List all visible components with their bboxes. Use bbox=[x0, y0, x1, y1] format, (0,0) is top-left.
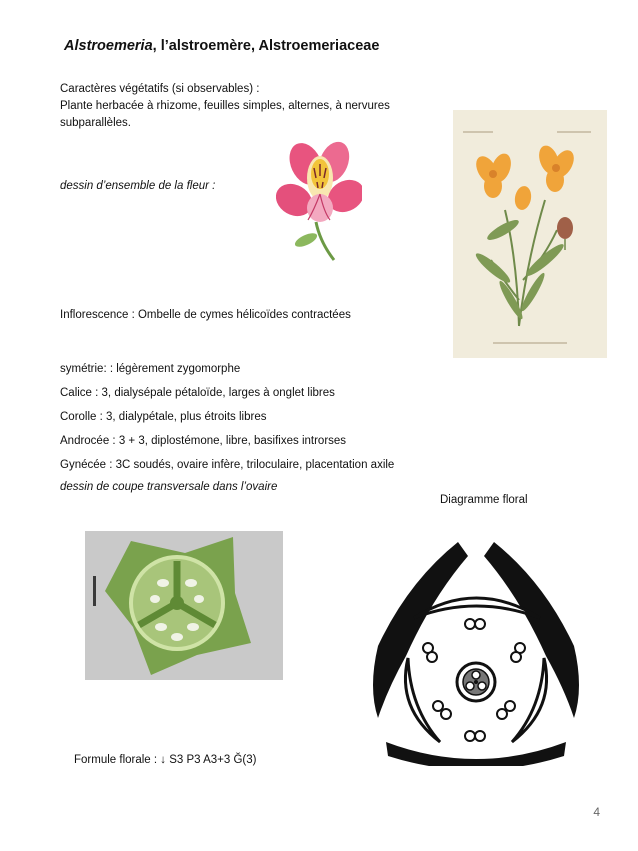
botanical-plate bbox=[453, 110, 607, 358]
floral-diagram bbox=[368, 538, 584, 766]
trait-androecium: Androcée : 3 + 3, diplostémone, libre, basifixes introrses bbox=[60, 435, 347, 447]
vegetative-heading: Caractères végétatifs (si observables) : bbox=[60, 83, 260, 95]
vegetative-line-1: Plante herbacée à rhizome, feuilles simples, alternes, à nervures bbox=[60, 100, 390, 112]
trait-corolla: Corolle : 3, dialypétale, plus étroits libres bbox=[60, 411, 267, 423]
vegetative-line-2: subparallèles. bbox=[60, 117, 131, 129]
page-title: Alstroemeria, l’alstroemère, Alstroemeriaceae bbox=[64, 38, 380, 54]
page-number: 4 bbox=[593, 805, 600, 819]
ovary-cross-section-photo bbox=[85, 531, 283, 680]
trait-gynoecium: Gynécée : 3C soudés, ovaire infère, triloculaire, placentation axile bbox=[60, 459, 395, 471]
trait-calyx: Calice : 3, dialysépale pétaloïde, larges à onglet libres bbox=[60, 387, 335, 399]
flower-drawing-label: dessin d’ensemble de la fleur : bbox=[60, 180, 216, 192]
section-drawing-label: dessin de coupe transversale dans l’ovaire bbox=[60, 481, 278, 493]
inflorescence: Inflorescence : Ombelle de cymes hélicoïdes contractées bbox=[60, 309, 351, 321]
trait-symmetry: symétrie: : légèrement zygomorphe bbox=[60, 363, 241, 375]
diagram-label: Diagramme floral bbox=[440, 494, 528, 506]
flower-photo bbox=[276, 138, 362, 264]
floral-formula: Formule florale : ↓ S3 P3 A3+3 Ğ(3) bbox=[74, 754, 257, 766]
